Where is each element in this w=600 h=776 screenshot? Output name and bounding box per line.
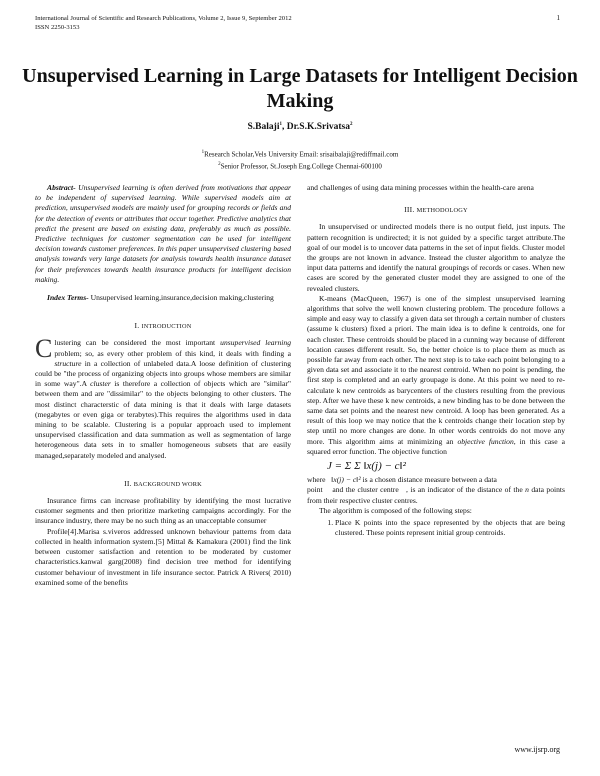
abstract: Abstract- Unsupervised learning is often derived from motivations that appear to be independent of supervised learning. While supervised models aim at prediction, unsupervised models are mainly used for grouping records or fields and for the detection of events or attributes that occur together. Predictive analytics that predict the present are based on existing data, preferably as much as possible. Predictive techniques for customer segmentation can be used for intelligent decision towards customer preferences. In this paper unsupervised clustering based analysis towards very large datasets for analysis towards health insurance dataset for their preferences towards health insurance products for intelligent decision making.	[35, 183, 291, 284]
author-2: Dr.S.K.Srivatsa	[286, 122, 350, 133]
drop-cap: C	[35, 334, 53, 364]
step-1: 1. Place K points into the space represented by the objects that are being clustered. These points represent initial group centroids.	[335, 518, 565, 538]
section-heading-introduction: I. INTRODUCTION	[134, 321, 192, 331]
affiliation-2: $^2$Senior Professor, St.Joseph Eng.College Chennai-600100	[218, 161, 382, 171]
author-1: S.Balaji	[247, 122, 280, 133]
steps-intro: The algorithm is composed of the following steps:	[319, 505, 472, 515]
footer-url[interactable]: www.ijsrp.org	[514, 745, 560, 754]
authors: S.Balaji$^1$, Dr.S.K.Srivatsa$^2$	[247, 122, 353, 133]
affiliation-1: $^1$Research Scholar,Vels University Email: srisaibalaji@rediffmail.com	[201, 150, 399, 159]
right-column	[307, 183, 565, 539]
paper-title: Unsupervised Learning in Large Datasets for Intelligent Decision Making	[22, 65, 578, 112]
background-paragraph-2: Profile[4].Marisa s.viveros addressed unknown behaviour patterns from data collected in health information system.[5] Mittal & Kamakura (2001) find the link between customer satisfaction and retention to be moderated by customer characteristics.kanwal garg(2008) find decision tree method for identifying customer behaviour of investment in life insurance sector. Patrick A Rivers( 2010) examined some of the benefits	[35, 526, 291, 587]
point-clause: point and the cluster centre , is an indicator of the distance of the n data points from their respective cluster centres.	[307, 485, 566, 505]
objective-function-equation: J = Σ Σ ‖x(j) − c‖²	[327, 460, 406, 473]
section-heading-background: II. BACKGROUND WORK	[124, 478, 202, 488]
running-header	[35, 14, 292, 32]
methodology-paragraph-2: K-means (MacQueen, 1967) is one of the simplest unsupervised learning algorithms that solve the well known clustering problem. The procedure follows a simple and easy way to classify a given data set through a certain number of clusters (assume k clusters) fixed a priori. The main idea is to define k centroids, one for each cluster. These centroids should be placed in a cunning way because of different location causes different result. So, the better choice is to place them as much as possible far away from each other. The next step is to take each point belonging to a given data set and associate it to the nearest centroid. When no point is pending, the first step is completed and an early groupage is done. At this point we need to re-calculate k new centroids as barycenters of the clusters resulting from the previous step. After we have these k new centroids, a new binding has to be done between the same data set points and the nearest new centroid. A loop has been generated. As a result of this loop we may notice that the k centroids change their location step by step until no more changes are done. In other words centroids do not move any more. This algorithm aims at minimizing an objective function, in this case a squared error function. The objective function	[307, 293, 566, 456]
algorithm-steps	[307, 518, 565, 538]
issn: ISSN 2250-3153	[35, 24, 80, 31]
index-terms: Index Terms- Unsupervised learning,insurance,decision making,clustering	[47, 293, 274, 303]
distance-expression: ‖x(j) − c‖²	[331, 475, 361, 485]
affiliations	[0, 148, 600, 172]
page-number: 1	[556, 14, 560, 22]
intro-paragraph: Clustering can be considered the most important unsupervised learning problem; so, as every other problem of this kind, it deals with finding a structure in a collection of unlabeled data.A loose definition of clustering could be "the process of organizing objects into groups whose members are similar in some way".A cluster is therefore a collection of objects which are "similar" between them and are "dissimilar" to the objects belonging to other clusters. The most distinct characterstic of data mining is that it deals with large datasets (megabytes or even giga or terabytes).This requires the algorithms used in data mining to be scalable. Clustering is a popular approach used to implement unsupervised classification and data summation as well as segmentation of large heterogeneous data sets in to smaller homogeneous subsets that are easily managed,separately modeled and analysed.	[35, 334, 291, 460]
background-paragraph-1: Insurance firms can increase profitability by identifying the most lucrative customer segments and then prioritize marketing campaigns accordingly. For the insurance industry, there may be no such thing as an unacceptable consumer	[35, 496, 291, 526]
background-continuation: and challenges of using data mining processes within the health-care arena	[307, 183, 534, 192]
left-column	[35, 183, 291, 588]
methodology-paragraph-1: In unsupervised or undirected models there is no output field, just inputs. The pattern recognition is undirected; it is not guided by a specific target attribute.The goal of our model is to uncover data patterns in the set of input fields. Cluster model the groups are not known in advance. Instead the cluster algorithm to analyze the input data patterns and identify the natural groupings of records or cases. When new cases are scored by the generated cluster model they are assigned to one of the revealed clusters.	[307, 222, 565, 293]
section-heading-methodology: III. METHODOLOGY	[404, 205, 468, 215]
journal-name: International Journal of Scientific and Research Publications, Volume 2, Issue 9, September 2012	[35, 15, 292, 22]
where-clause: where ‖x(j) − c‖² is a chosen distance measure between a data	[307, 475, 497, 485]
